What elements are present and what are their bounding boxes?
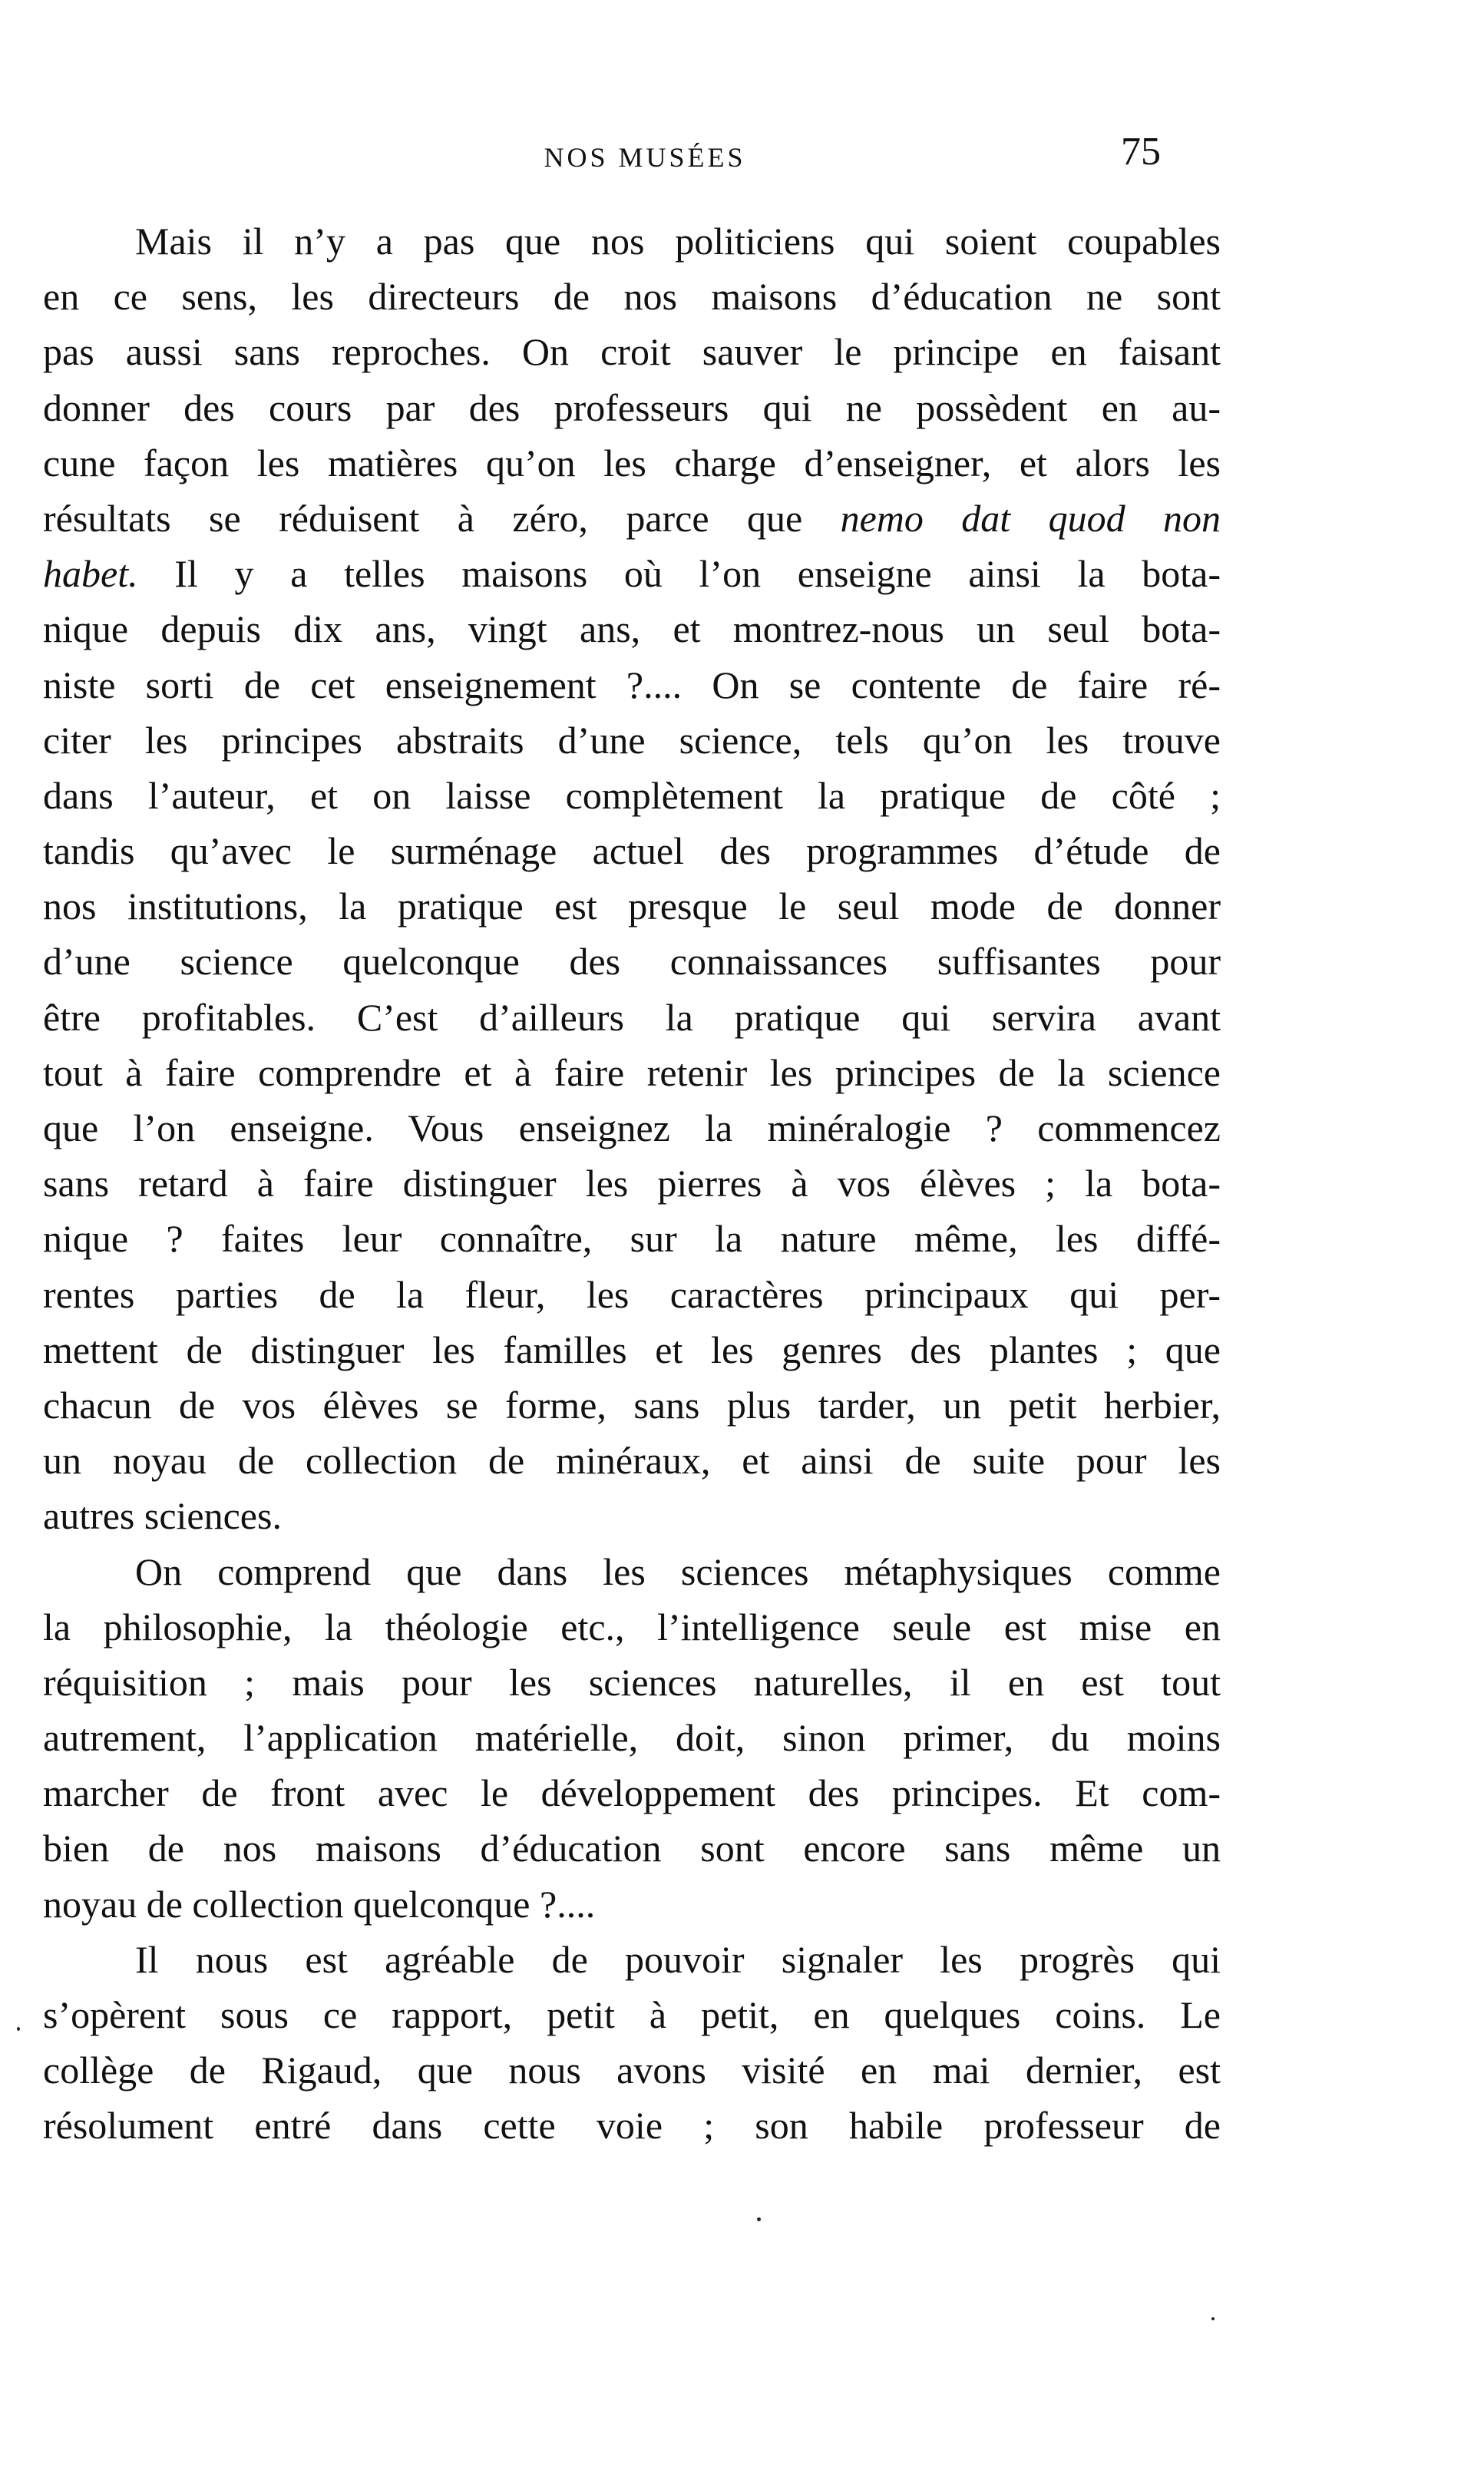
text-line: mettent de distinguer les familles et les genres des plantes ; que	[43, 1328, 1221, 1371]
text-line: tandis qu’avec le surménage actuel des programmes d’étude de	[43, 829, 1221, 873]
paragraph-1	[43, 213, 1221, 1544]
text-line: que l’on enseigne. Vous enseignez la minéralogie ? commencez	[43, 1106, 1221, 1149]
text-line: pas aussi sans reproches. On croit sauver le principe en faisant	[43, 330, 1221, 374]
text-line: On comprend que dans les sciences métaphysiques comme	[135, 1549, 1221, 1593]
italic-word: habet.	[43, 552, 138, 596]
text-line: bien de nos maisons d’éducation sont encore sans même un	[43, 1827, 1221, 1870]
print-speck	[1211, 2317, 1215, 2320]
text-line: citer les principes abstraits d’une science, tels qu’on les trouve	[43, 718, 1221, 762]
text-line: cune façon les matières qu’on les charge d’enseigner, et alors les	[43, 441, 1221, 484]
text-line	[43, 546, 1221, 601]
text-line: être profitables. C’est d’ailleurs la pratique qui servira avant	[43, 995, 1221, 1039]
page-number: 75	[1121, 130, 1161, 174]
text-line: chacun de vos élèves se forme, sans plus tarder, un petit herbier,	[43, 1383, 1221, 1427]
text-line-with-italic	[43, 491, 1221, 546]
text-line: résolument entré dans cette voie ; son habile professeur de	[43, 2104, 1221, 2148]
text-line: niste sorti de cet enseignement ?.... On se contente de faire ré-	[43, 663, 1221, 706]
text-line: donner des cours par des professeurs qui ne possèdent en au-	[43, 385, 1221, 429]
text-segment: résultats se réduisent à zéro, parce que	[43, 496, 841, 540]
paragraph-3	[43, 1932, 1221, 2154]
text-line: sans retard à faire distinguer les pierres à vos élèves ; la bota-	[43, 1162, 1221, 1205]
text-line: Mais il n’y a pas que nos politiciens qui soient coupables	[135, 220, 1221, 263]
text-line: la philosophie, la théologie etc., l’intelligence seule est mise en	[43, 1605, 1221, 1648]
text-line: nique depuis dix ans, vingt ans, et montrez-nous un seul bota-	[43, 607, 1221, 651]
running-title: NOS MUSÉES	[544, 142, 746, 173]
italic-phrase: nemo dat quod non	[840, 496, 1221, 540]
text-line: tout à faire comprendre et à faire retenir les principes de la science	[43, 1050, 1221, 1094]
text-line: nos institutions, la pratique est presque le seul mode de donner	[43, 885, 1221, 928]
text-line: dans l’auteur, et on laisse complètement la pratique de côté ;	[43, 773, 1221, 817]
text-line: marcher de front avec le développement des principes. Et com-	[43, 1771, 1221, 1815]
text-line: en ce sens, les directeurs de nos maisons d’éducation ne sont	[43, 275, 1221, 319]
text-line: un noyau de collection de minéraux, et ainsi de suite pour les	[43, 1439, 1221, 1483]
text-line: Il nous est agréable de pouvoir signaler les progrès qui	[135, 1937, 1221, 1981]
text-line: noyau de collection quelconque ?....	[43, 1882, 596, 1926]
print-speck	[17, 2027, 20, 2031]
text-line: collège de Rigaud, que nous avons visité en mai dernier, est	[43, 2049, 1221, 2092]
print-speck	[757, 2217, 761, 2221]
paragraph-2	[43, 1544, 1221, 1932]
text-line: s’opèrent sous ce rapport, petit à petit, en quelques coins. Le	[43, 1993, 1221, 2036]
text-line: réquisition ; mais pour les sciences naturelles, il en est tout	[43, 1660, 1221, 1704]
text-line: d’une science quelconque des connaissances suffisantes pour	[43, 940, 1221, 984]
text-line: autrement, l’application matérielle, doit, sinon primer, du moins	[43, 1716, 1221, 1760]
text-segment: Il y a telles maisons où l’on enseigne ainsi la bota-	[137, 552, 1221, 596]
text-line: rentes parties de la fleur, les caractères principaux qui per-	[43, 1272, 1221, 1316]
running-head	[0, 129, 1484, 183]
text-line: nique ? faites leur connaître, sur la nature même, les diffé-	[43, 1217, 1221, 1261]
text-body	[43, 213, 1221, 2154]
text-line: autres sciences.	[43, 1494, 282, 1538]
